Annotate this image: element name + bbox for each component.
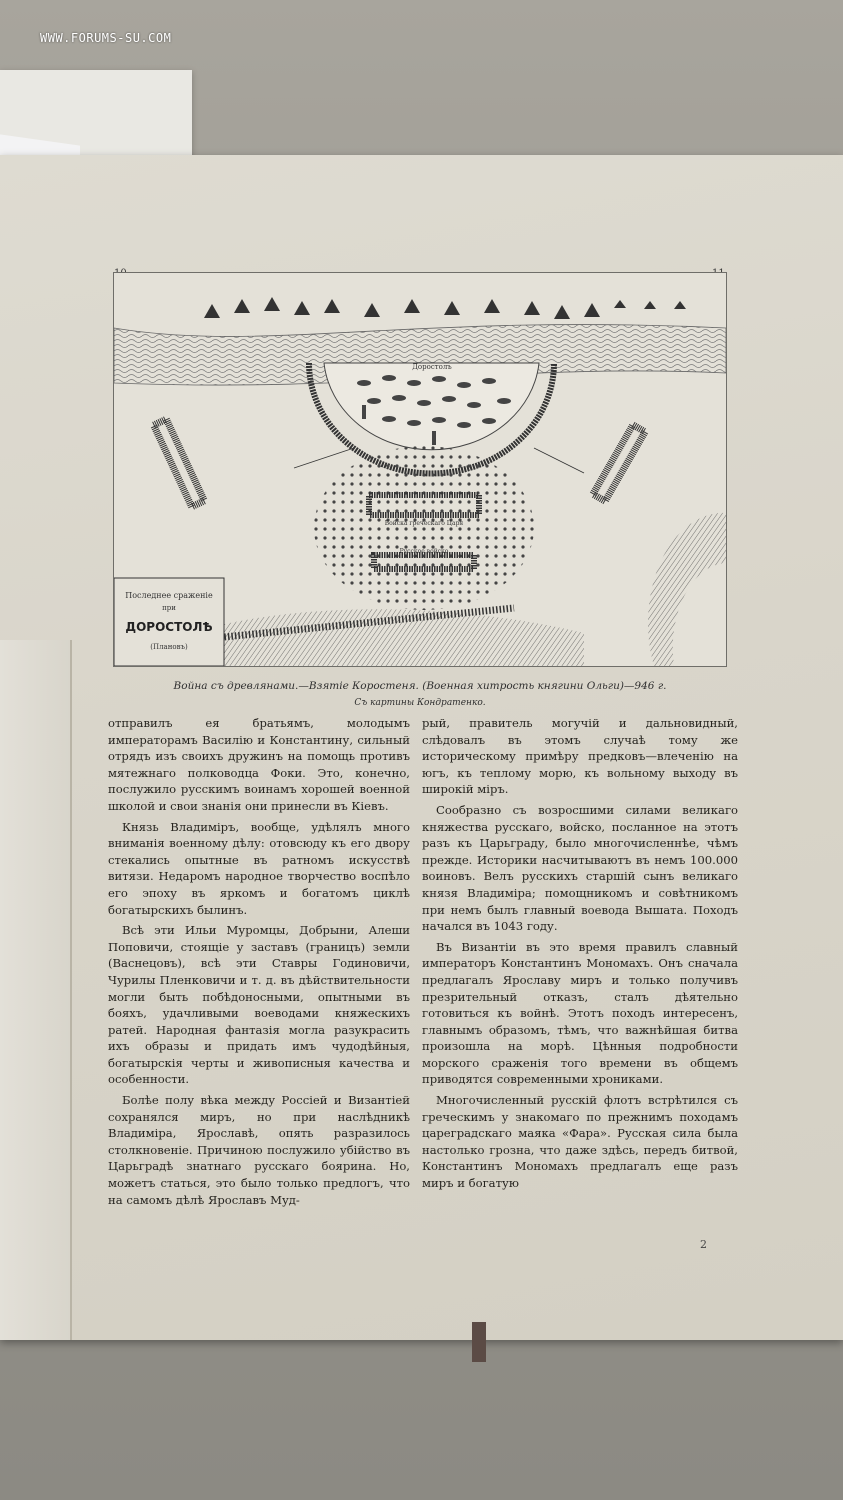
paragraph: Въ Византіи въ это время правилъ славный императоръ Константинъ Мономахъ. Онъ сначала предлагалъ Ярославу миръ и только получивъ презрительный отказъ, сталъ дѣятельно готовиться къ войнѣ. Этотъ походъ интересенъ, главнымъ образомъ, тѣмъ, что важнѣйшая битва произошла на морѣ. Цѣнныя подробности морского сраженія того времени въ общемъ приводятся современными хрониками. xyxy=(422,939,738,1087)
text-column-right xyxy=(422,715,738,1196)
caption-line2: Съ картины Кондратенко. xyxy=(354,698,486,708)
paragraph: Многочисленный русскій флотъ встрѣтился съ греческимъ у знакомаго по прежнимъ походамъ цареградскаго маяка «Фара». Русская сила была настолько грозна, что даже здѣсь, передъ битвой, Константинъ Мономахъ предлагалъ еще разъ миръ и богатую xyxy=(422,1093,738,1191)
label-russian: Русское войско xyxy=(399,548,449,555)
inset-title-line3: (Плановъ) xyxy=(150,643,188,651)
signature-mark: 2 xyxy=(700,1238,707,1251)
inset-title-main: ДОРОСТОЛѢ xyxy=(125,620,213,634)
caption-line1: Война съ древлянами.—Взятіе Коростеня. (Военная хитрость княгини Ольги)—946 г. xyxy=(173,680,667,692)
paragraph: Князь Владиміръ, вообще, удѣлялъ много вниманія военному дѣлу: отовсюду къ его двору стекались опытные въ ратномъ искусствѣ витязи. Недаромъ народное творчество воспѣло его эпоху въ яркомъ и богатомъ циклѣ богатырскихъ былинъ. xyxy=(108,819,410,917)
battle-plan-figure xyxy=(113,272,727,667)
inset-title-line2: при xyxy=(162,604,176,612)
boats-fleet xyxy=(204,297,686,319)
text-column-left xyxy=(108,715,410,1212)
folded-page-edge xyxy=(0,640,72,1340)
battle-plan-illustration xyxy=(114,273,726,666)
paragraph: Болѣе полу вѣка между Россіей и Византіей сохранялся миръ, но при наслѣдникѣ Владиміра, Ярославѣ, опять разразилось столкновеніе. Причиною послужило убійство въ Царьградѣ знатнаго русскаго боярина. Но, можетъ статься, это было только предлогъ, что на самомъ дѣлѣ Ярославъ Муд- xyxy=(108,1093,410,1207)
figure-caption xyxy=(70,678,770,712)
paragraph: Сообразно съ возросшими силами великаго княжества русскаго, войско, посланное на этотъ разъ къ Царьграду, было многочисленнѣе, чѣмъ прежде. Историки насчитываютъ въ немъ 100.000 воиновъ. Велъ русскихъ старшій сынъ великаго князя Владиміра; помощникомъ и совѣтникомъ при немъ былъ главный воевода Вышата. Походъ начался въ 1043 году. xyxy=(422,802,738,934)
watermark: WWW.FORUMS-SU.COM xyxy=(40,31,172,45)
inset-title-line1: Последнее сраженіе xyxy=(125,591,213,600)
book-spine-ribbon xyxy=(472,1322,486,1362)
label-byzantine: Войска греческаго Царя xyxy=(384,520,464,527)
paragraph: рый, правитель могучій и дальновидный, слѣдовалъ въ этомъ случаѣ тому же историческому примѣру предковъ—влеченію на югъ, къ теплому морю, къ вольному выходу въ широкій міръ. xyxy=(422,716,738,797)
paragraph: отправилъ ея братьямъ, молодымъ императорамъ Василію и Константину, сильный отрядъ изъ своихъ дружинъ на помощь противъ мятежнаго полководца Фоки. Это, конечно, послужило русскимъ воинамъ хорошей военной школой и свои знанія они принесли въ Кіевъ. xyxy=(108,716,410,813)
paragraph: Всѣ эти Ильи Муромцы, Добрыни, Алеши Поповичи, стоящіе у заставъ (границъ) земли (Васнецовъ), всѣ эти Ставры Годиновичи, Чурилы Пленковичи и т. д. въ дѣйствительности могли быть побѣдоносными, опытными въ бояхъ, удачливыми воеводами княжескихъ ратей. Народная фантазія могла разукрасить ихъ образы и придать имъ чудодѣйныя, богатырскія черты и живописныя качества и особенности. xyxy=(108,923,410,1087)
russian-army-formation xyxy=(314,446,534,610)
label-fortress: Доростолъ xyxy=(412,363,452,371)
